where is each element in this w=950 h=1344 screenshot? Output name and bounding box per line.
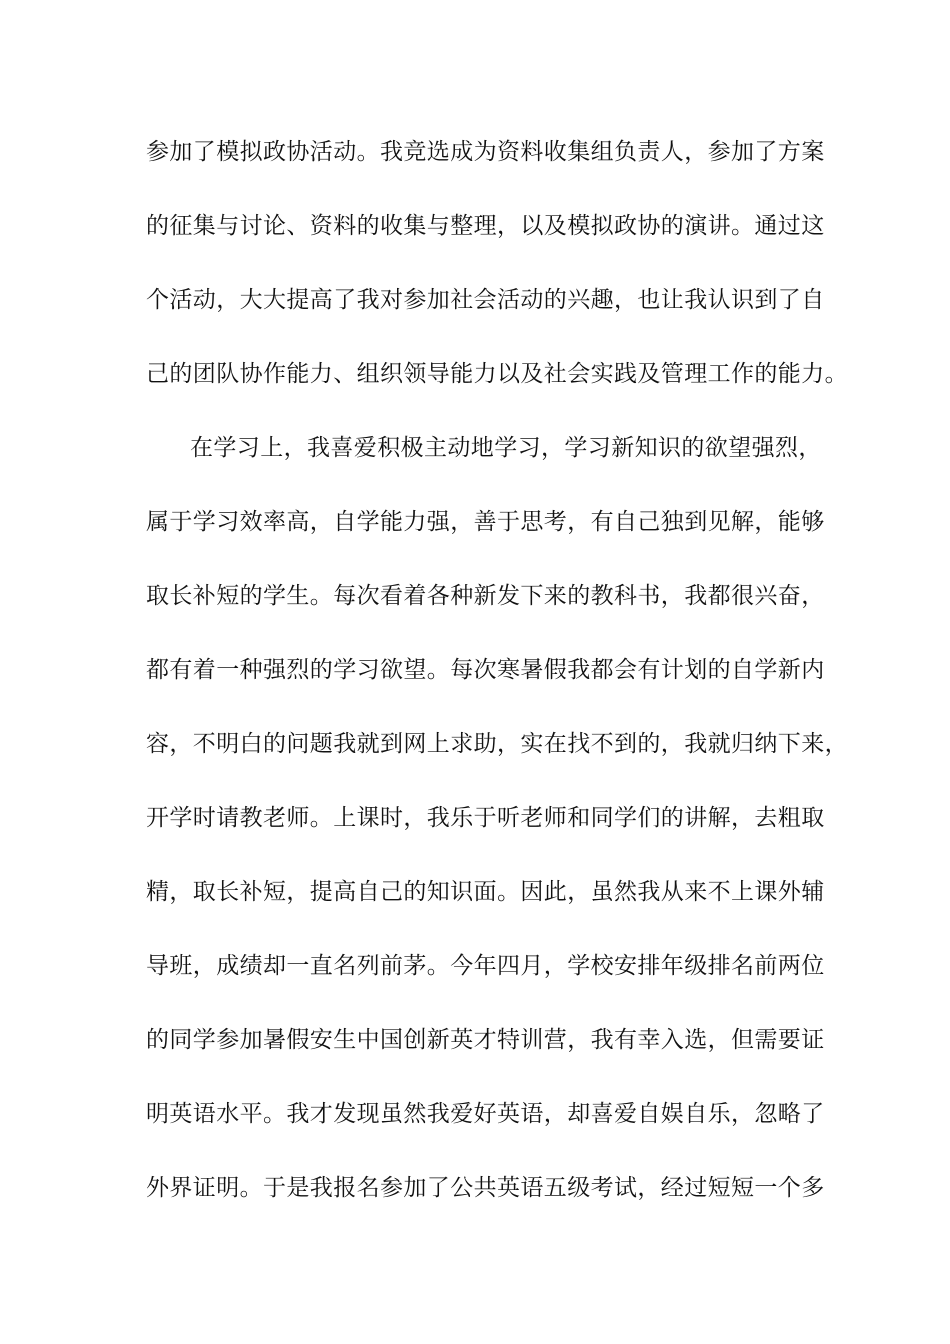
text-line: 取长补短的学生。每次看着各种新发下来的教科书，我都很兴奋， bbox=[146, 583, 825, 609]
paragraph-first-line: 在学习上，我喜爱积极主动地学习，学习新知识的欲望强烈， bbox=[190, 435, 822, 461]
text-line: 都有着一种强烈的学习欲望。每次寒暑假我都会有计划的自学新内 bbox=[146, 657, 825, 683]
text-line: 参加了模拟政协活动。我竞选成为资料收集组负责人，参加了方案 bbox=[146, 139, 825, 165]
text-line: 己的团队协作能力、组织领导能力以及社会实践及管理工作的能力。 bbox=[146, 361, 848, 387]
text-line: 外界证明。于是我报名参加了公共英语五级考试，经过短短一个多 bbox=[146, 1175, 825, 1201]
text-line: 导班，成绩却一直名列前茅。今年四月，学校安排年级排名前两位 bbox=[146, 953, 825, 979]
text-line: 精，取长补短，提高自己的知识面。因此，虽然我从来不上课外辅 bbox=[146, 879, 825, 905]
text-line: 的征集与讨论、资料的收集与整理，以及模拟政协的演讲。通过这 bbox=[146, 213, 825, 239]
text-line: 明英语水平。我才发现虽然我爱好英语，却喜爱自娱自乐，忽略了 bbox=[146, 1101, 825, 1127]
text-line: 容，不明白的问题我就到网上求助，实在找不到的，我就归纳下来， bbox=[146, 731, 848, 757]
text-line: 的同学参加暑假安生中国创新英才特训营，我有幸入选，但需要证 bbox=[146, 1027, 825, 1053]
text-line: 个活动，大大提高了我对参加社会活动的兴趣，也让我认识到了自 bbox=[146, 287, 825, 313]
text-line: 属于学习效率高，自学能力强，善于思考，有自己独到见解，能够 bbox=[146, 509, 825, 535]
text-line: 开学时请教老师。上课时，我乐于听老师和同学们的讲解，去粗取 bbox=[146, 805, 825, 831]
